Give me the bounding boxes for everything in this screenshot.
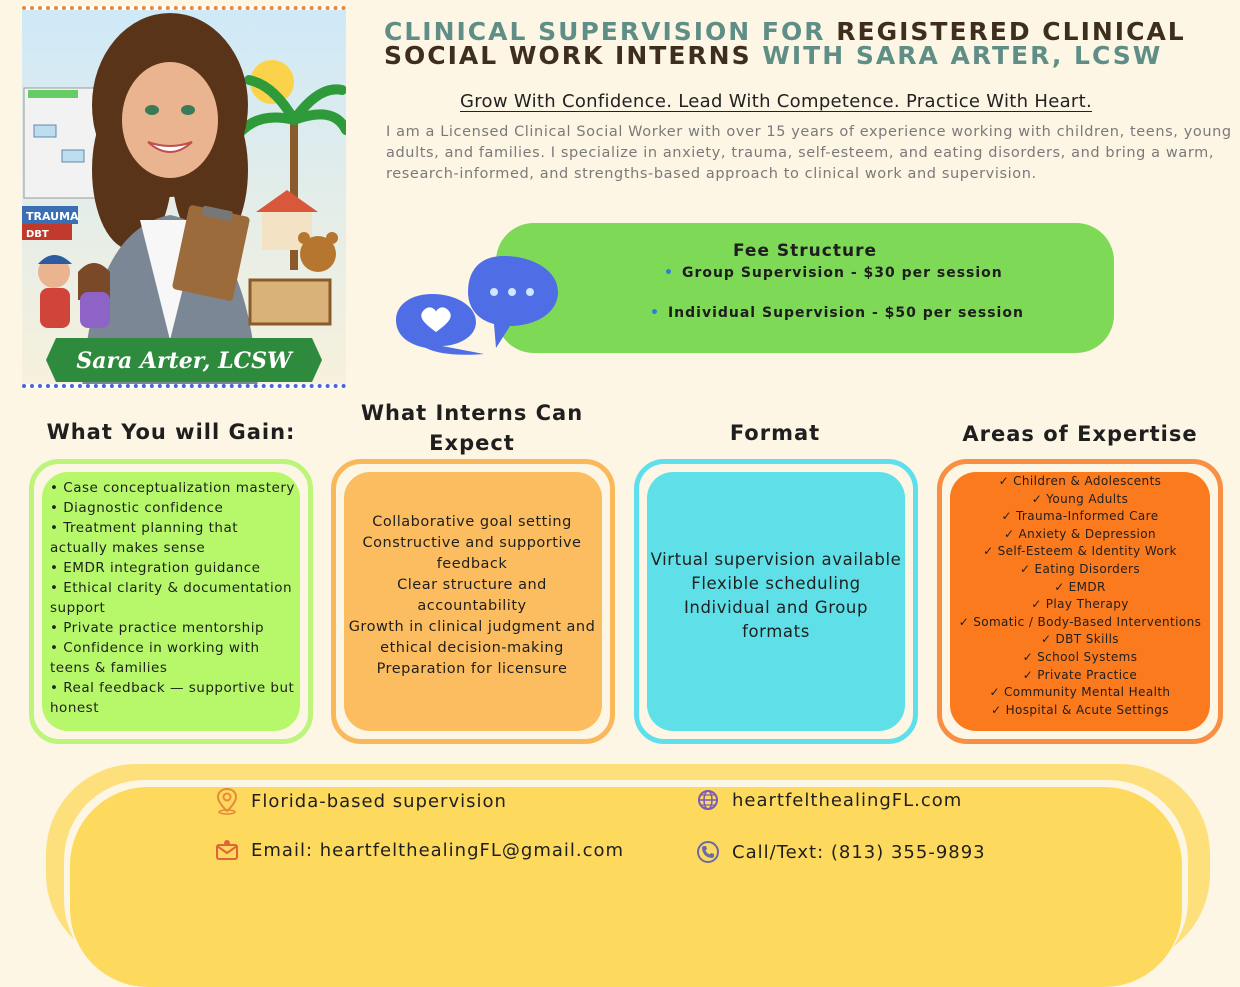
bullet-icon: • <box>650 305 660 321</box>
list-item: • Case conceptualization mastery <box>50 478 296 498</box>
checkmark-icon: ✓ <box>1031 491 1043 506</box>
list-item: ✓ Hospital & Acute Settings <box>991 702 1169 717</box>
fee-item-individual-text: Individual Supervision - $50 per session <box>667 305 1024 321</box>
phone-icon <box>696 840 720 864</box>
child-figure <box>80 292 110 328</box>
list-item: ✓ Play Therapy <box>1031 597 1129 612</box>
gain-list <box>50 478 296 718</box>
checkmark-icon: ✓ <box>1004 526 1015 541</box>
list-item: ✓ Self-Esteem & Identity Work <box>983 544 1177 559</box>
fee-item-group <box>664 265 1003 281</box>
tagline: Grow With Confidence. Lead With Competence. Practice With Heart. <box>460 91 1092 112</box>
envelope-icon <box>215 838 239 862</box>
list-item: • Confidence in working with teens & families <box>50 638 296 678</box>
checkmark-icon: ✓ <box>989 685 1001 700</box>
list-item: ✓ Private Practice <box>1022 667 1138 682</box>
fee-item-group-text: Group Supervision - $30 per session <box>681 265 1003 281</box>
list-item: Growth in clinical judgment and ethical decision-making <box>348 619 596 656</box>
list-item: • Treatment planning that actually makes sense <box>50 518 296 558</box>
whiteboard <box>24 88 104 198</box>
checkmark-icon: ✓ <box>1054 579 1065 594</box>
list-item: Preparation for licensure <box>376 661 568 677</box>
heading-areas-of-expertise: Areas of Expertise <box>962 422 1198 446</box>
heading-what-you-will-gain: What You will Gain: <box>46 420 296 444</box>
list-item: • Real feedback — supportive but honest <box>50 678 296 718</box>
list-item: Flexible scheduling <box>691 574 861 593</box>
portrait-art <box>22 10 346 384</box>
checkmark-icon: ✓ <box>958 614 970 629</box>
book-label-dbt: DBT <box>26 229 49 240</box>
location-text: Florida-based supervision <box>251 790 507 812</box>
list-item: • EMDR integration guidance <box>50 558 296 578</box>
list-item: • Private practice mentorship <box>50 618 296 638</box>
phone-text[interactable]: Call/Text: (813) 355-9893 <box>732 841 986 863</box>
name-banner-text: Sara Arter, LCSW <box>76 348 292 374</box>
checkmark-icon: ✓ <box>1022 649 1034 664</box>
title-part-3: SOCIAL WORK INTERNS <box>384 41 752 70</box>
list-item: • Ethical clarity & documentation support <box>50 578 296 618</box>
email-link[interactable]: Email: heartfelthealingFL@gmail.com <box>251 839 625 861</box>
fee-item-individual <box>650 305 1024 321</box>
checkmark-icon: ✓ <box>1031 597 1042 612</box>
list-item: ✓ Community Mental Health <box>989 685 1171 700</box>
footer-fill <box>70 787 1182 987</box>
contact-website[interactable] <box>696 788 962 812</box>
website-link[interactable]: heartfelthealingFL.com <box>732 789 963 811</box>
list-item: • Diagnostic confidence <box>50 498 296 518</box>
contact-phone[interactable] <box>696 840 986 864</box>
list-item: ✓ Young Adults <box>1031 491 1129 506</box>
list-item: Virtual supervision available <box>650 550 902 569</box>
list-item: ✓ Trauma-Informed Care <box>1001 509 1159 524</box>
face <box>122 62 218 178</box>
page-title <box>384 17 1224 70</box>
list-item: ✓ Anxiety & Depression <box>1004 526 1156 541</box>
checkmark-icon: ✓ <box>1020 561 1031 576</box>
format-list <box>648 548 904 644</box>
portrait-illustration <box>22 6 346 388</box>
checkmark-icon: ✓ <box>1022 667 1034 682</box>
checkmark-icon: ✓ <box>991 702 1002 717</box>
list-item: ✓ Children & Adolescents <box>998 474 1162 488</box>
list-item: Constructive and supportive feedback <box>362 535 582 572</box>
contact-email[interactable] <box>215 838 624 862</box>
intro-paragraph: I am a Licensed Clinical Social Worker with over 15 years of experience working with children, teens, young adults, and families. I specialize in anxiety, trauma, self-esteem, and eating disorders, and bring a warm, research-informed, and strengths-based approach to clinical work and supervision. <box>386 124 1232 182</box>
expect-list <box>345 512 599 680</box>
heading-format: Format <box>729 421 821 445</box>
title-part-4: WITH SARA ARTER, LCSW <box>762 41 1163 70</box>
fee-structure-title: Fee Structure <box>733 241 877 261</box>
list-item: ✓ School Systems <box>1022 649 1138 664</box>
checkmark-icon: ✓ <box>1041 632 1052 647</box>
book-label-trauma: TRAUMA <box>26 210 79 223</box>
sandbox <box>250 280 330 324</box>
heading-what-interns-can-expect: What Interns Can Expect <box>360 401 584 455</box>
checkmark-icon: ✓ <box>1001 509 1012 524</box>
globe-icon <box>696 788 720 812</box>
list-item: ✓ DBT Skills <box>1041 632 1119 647</box>
child-figure <box>40 288 70 328</box>
list-item: ✓ Somatic / Body-Based Interventions <box>958 614 1202 629</box>
chat-bubbles-icon <box>392 250 562 364</box>
checkmark-icon: ✓ <box>998 474 1010 488</box>
title-part-1: CLINICAL SUPERVISION FOR <box>384 17 826 46</box>
list-item: Clear structure and accountability <box>397 577 547 614</box>
title-part-2: REGISTERED CLINICAL <box>836 17 1186 46</box>
contact-location <box>215 787 507 815</box>
list-item: Collaborative goal setting <box>372 514 572 530</box>
list-item: ✓ EMDR <box>1054 579 1106 594</box>
checkmark-icon: ✓ <box>983 544 994 559</box>
location-pin-icon <box>215 787 239 815</box>
areas-list <box>950 473 1210 719</box>
bullet-icon: • <box>664 265 674 281</box>
list-item: Individual and Group formats <box>683 598 869 641</box>
list-item: ✓ Eating Disorders <box>1020 561 1140 576</box>
